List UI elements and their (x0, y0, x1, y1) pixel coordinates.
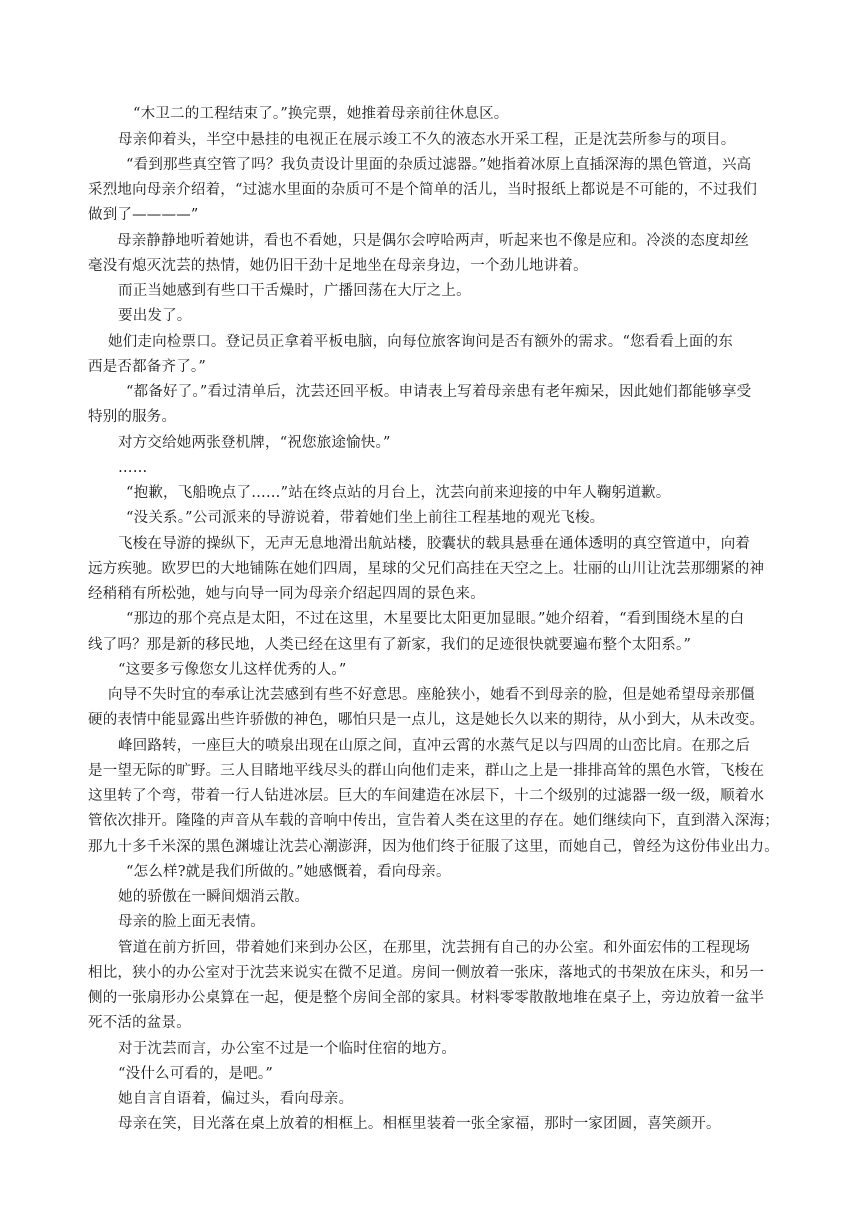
text-line: 要出发了。 (118, 308, 192, 324)
text-line: “怎么样?就是我们所做的。”她感慨着，看向母亲。 (126, 864, 451, 880)
text-line: 母亲在笑，目光落在桌上放着的相框上。相框里装着一张全家福，那时一家团圆，喜笑颜开。 (118, 1116, 721, 1132)
text-line: “木卫二的工程结束了。”换完票，她推着母亲前往休息区。 (133, 106, 509, 122)
text-line: “没什么可看的，是吧。” (118, 1066, 273, 1082)
text-line: 母亲的脸上面无表情。 (118, 914, 265, 930)
text-line: 对于沈芸而言，办公室不过是一个临时住宿的地方。 (118, 1041, 457, 1057)
text-line: 经稍稍有所松弛，她与向导一同为母亲介绍起四周的景色来。 (88, 586, 485, 602)
text-line: 侧的一张扇形办公桌算在一起，便是整个房间全部的家具。材料零零散散地堆在桌子上，旁边放着一盆半 (88, 990, 765, 1006)
text-line: 死不活的盆景。 (88, 1015, 191, 1031)
text-line: “没关系。”公司派来的导游说着，带着她们坐上前往工程基地的观光飞梭。 (126, 510, 605, 526)
text-line: 飞梭在导游的操纵下，无声无息地滑出航站楼，胶囊状的载具悬垂在通体透明的真空管道中，向着 (118, 536, 751, 552)
text-line: 线了吗？那是新的移民地，人类已经在这里有了新家，我们的足迹很快就要遍布整个太阳系。” (88, 637, 692, 653)
text-line: “抱歉，飞船晚点了……”站在终点站的月台上，沈芸向前来迎接的中年人鞠躬道歉。 (126, 485, 671, 501)
text-line: 母亲静静地听着她讲，看也不看她，只是偶尔会哼哈两声，听起来也不像是应和。冷淡的态度却丝 (117, 233, 750, 249)
text-line: 母亲仰着头，半空中悬挂的电视正在展示竣工不久的液态水开采工程，正是沈芸所参与的项目。 (118, 132, 736, 148)
text-line: 远方疾驰。欧罗巴的大地铺陈在她们四周，星球的父兄们高挂在天空之上。壮丽的山川让沈芸那绷紧的神 (88, 561, 765, 577)
text-line: 对方交给她两张登机牌，“祝您旅途愉快。” (118, 435, 391, 451)
text-line: 她的骄傲在一瞬间烟消云散。 (118, 889, 310, 905)
text-line: 是一望无际的旷野。三人目睹地平线尽头的群山向他们走来，群山之上是一排排高耸的黑色水管，飞梭在 (88, 763, 765, 779)
text-line: 峰回路转，一座巨大的喷泉出现在山原之间，直冲云霄的水蒸气足以与四周的山峦比肩。在那之后 (118, 738, 751, 754)
text-line: 做到了————” (88, 207, 199, 223)
text-line: 毫没有熄灭沈芸的热情，她仍旧干劲十足地坐在母亲身边，一个劲儿地讲着。 (88, 258, 588, 274)
text-line: “看到那些真空管了吗？我负责设计里面的杂质过滤器。”她指着冰原上直插深海的黑色管道，兴高 (126, 157, 752, 173)
text-line: 管道在前方折回，带着她们来到办公区，在那里，沈芸拥有自己的办公室。和外面宏伟的工程现场 (118, 940, 751, 956)
text-line: “都备好了。”看过清单后，沈芸还回平板。申请表上写着母亲患有老年痴呆，因此她们都能够享受 (126, 384, 752, 400)
text-line: 向导不失时宜的奉承让沈芸感到有些不好意思。座舱狭小，她看不到母亲的脸，但是她希望母亲那僵 (108, 687, 755, 703)
text-line: 她自言自语着，偏过头，看向母亲。 (118, 1091, 354, 1107)
text-line: 她们走向检票口。登记员正拿着平板电脑，向每位旅客询问是否有额外的需求。“您看看上面的东 (108, 334, 734, 350)
text-line: 采烈地向母亲介绍着，“过滤水里面的杂质可不是个简单的活儿，当时报纸上都说是不可能的，不过我们 (88, 182, 758, 198)
text-line: 而正当她感到有些口干舌燥时，广播回荡在大厅之上。 (118, 283, 471, 299)
text-line: 这里转了个弯，带着一行人钻进冰层。巨大的车间建造在冰层下，十二个级别的过滤器一级一级，顺着水 (88, 788, 765, 804)
text-line: “这要多亏像您女儿这样优秀的人。” (118, 662, 347, 678)
text-line: 那九十多千米深的黑色渊墟让沈芸心潮澎湃，因为他们终于征服了这里，而她自己，曾经为这份伟业出力。 (88, 839, 779, 855)
text-line: “那边的那个亮点是太阳，不过在这里，木星要比太阳更加显眼。”她介绍着，“看到围绕木星的白 (126, 611, 745, 627)
text-line: …… (118, 460, 148, 476)
text-line: 特别的服务。 (88, 409, 177, 425)
text-line: 相比，狭小的办公室对于沈芸来说实在微不足道。房间一侧放着一张床，落地式的书架放在床头，和另一 (88, 965, 765, 981)
text-line: 硬的表情中能显露出些许骄傲的神色，哪怕只是一点儿，这是她长久以来的期待，从小到大，从未改变。 (88, 712, 765, 728)
text-line: 管依次排开。隆隆的声音从车载的音响中传出，宣告着人类在这里的存在。她们继续向下，直到潜入深海； (88, 813, 779, 829)
text-line: 西是否都备齐了。” (88, 359, 206, 375)
